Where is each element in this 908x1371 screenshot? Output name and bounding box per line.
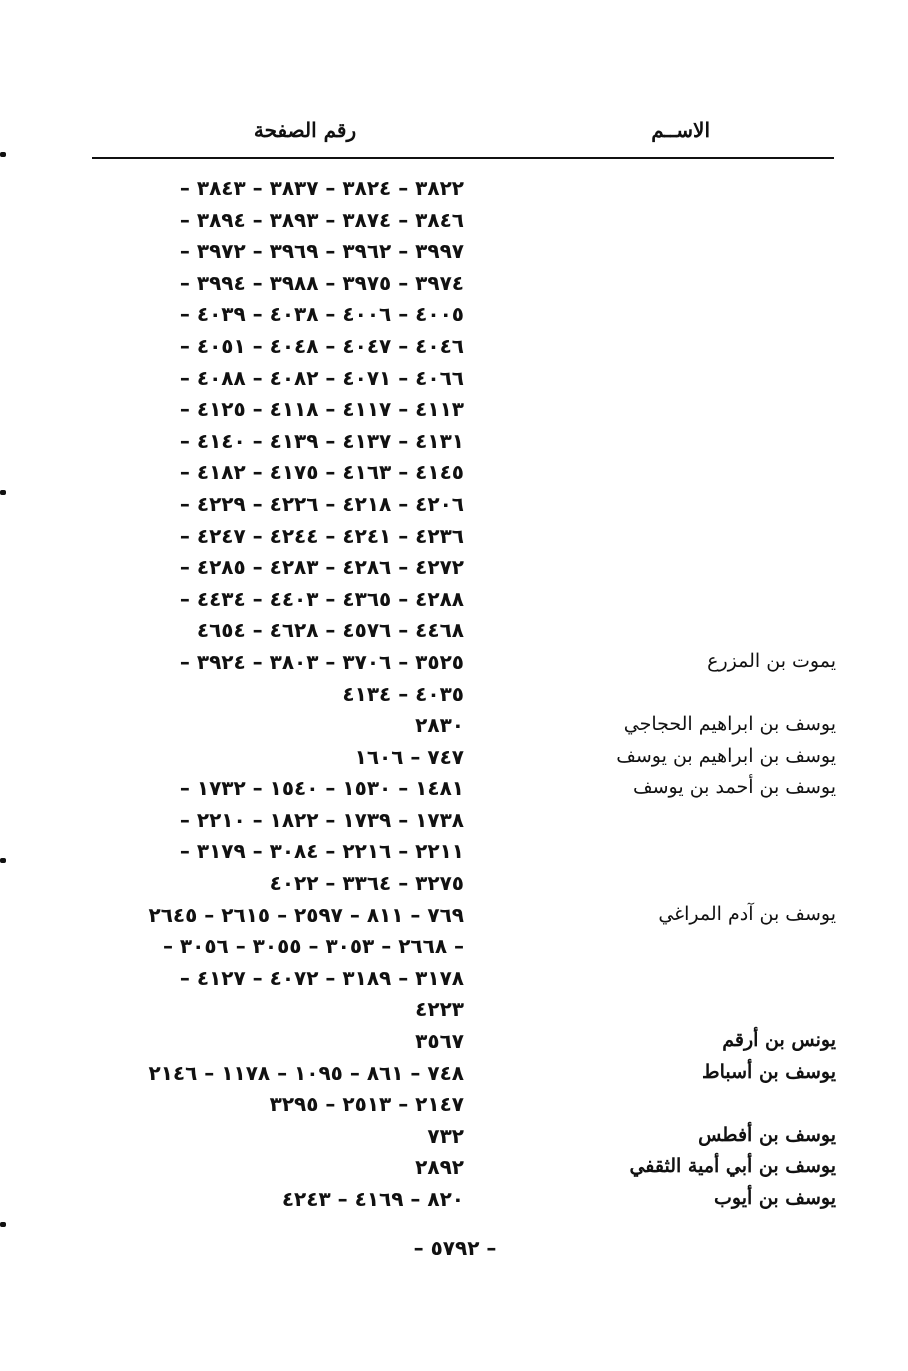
entry-page-numbers: ٧٦٩ – ٨١١ – ٢٥٩٧ – ٢٦١٥ – ٢٦٤٥	[148, 902, 464, 927]
entry-name: يوسف بن أبي أمية الثقفي	[629, 1155, 836, 1178]
page-number-column-header: رقم الصفحة	[253, 118, 357, 142]
index-entry-row	[84, 614, 836, 646]
index-entry-row	[84, 172, 836, 204]
index-entry-row	[84, 1088, 836, 1120]
margin-mark	[0, 490, 6, 495]
entry-page-numbers: ٣٥٢٥ – ٣٧٠٦ – ٣٨٠٣ – ٣٩٢٤ –	[179, 649, 464, 674]
entry-page-numbers: ٢٨٣٠	[415, 713, 464, 738]
entry-name: يوسف بن أفطس	[698, 1123, 836, 1146]
index-entry-row	[84, 267, 836, 299]
index-entry-row	[84, 678, 836, 710]
entry-page-numbers: ٤١٣١ – ٤١٣٧ – ٤١٣٩ – ٤١٤٠ –	[179, 428, 464, 453]
entry-name: يوسف بن أحمد بن يوسف	[632, 776, 836, 799]
index-entry-row	[84, 520, 836, 552]
index-entry-row	[84, 425, 836, 457]
index-entry-row	[84, 772, 836, 804]
entry-page-numbers: ٤١٤٥ – ٤١٦٣ – ٤١٧٥ – ٤١٨٢ –	[179, 460, 464, 485]
entry-page-numbers: ٢٢١١ – ٢٢١٦ – ٣٠٨٤ – ٣١٧٩ –	[179, 839, 464, 864]
entry-page-numbers: ٤٢٨٨ – ٤٣٦٥ – ٤٤٠٣ – ٤٤٣٤ –	[179, 586, 464, 611]
entry-page-numbers: ٧٣٢	[427, 1123, 464, 1148]
entry-name: يوسف بن ابراهيم الحجاجي	[623, 713, 836, 736]
index-entry-row	[84, 993, 836, 1025]
entry-page-numbers: ٨٢٠ – ٤١٦٩ – ٤٢٤٣	[281, 1187, 464, 1211]
entry-page-numbers: ٧٤٨ – ٨٦١ – ١٠٩٥ – ١١٧٨ – ٢١٤٦	[148, 1060, 464, 1085]
entry-page-numbers: ٤٠٦٦ – ٤٠٧١ – ٤٠٨٢ – ٤٠٨٨ –	[179, 365, 464, 390]
entry-page-numbers: ٤٢٢٣	[415, 997, 464, 1022]
index-entry-row	[84, 835, 836, 867]
entry-page-numbers: ٤١١٣ – ٤١١٧ – ٤١١٨ – ٤١٢٥ –	[179, 397, 464, 422]
entry-page-numbers: ٢٨٩٢	[415, 1155, 464, 1180]
index-entry-row	[84, 298, 836, 330]
entry-page-numbers: ١٧٣٨ – ١٧٣٩ – ١٨٢٢ – ٢٢١٠ –	[179, 807, 464, 832]
entry-page-numbers: ٤٠٤٦ – ٤٠٤٧ – ٤٠٤٨ – ٤٠٥١ –	[179, 333, 464, 358]
entry-page-numbers: ٣٩٧٤ – ٣٩٧٥ – ٣٩٨٨ – ٣٩٩٤ –	[179, 270, 464, 295]
entry-page-numbers: ٤٠٠٥ – ٤٠٠٦ – ٤٠٣٨ – ٤٠٣٩ –	[179, 302, 464, 327]
entry-name: يوسف بن آدم المراغي	[658, 902, 836, 925]
page-footer-number: – ٥٧٩٢ –	[413, 1236, 497, 1260]
entry-page-numbers: ٤٢٠٦ – ٤٢١٨ – ٤٢٢٦ – ٤٢٢٩ –	[179, 491, 464, 516]
index-entry-row	[84, 330, 836, 362]
index-entry-row	[84, 1057, 836, 1089]
entry-page-numbers: ٣٨٤٦ – ٣٨٧٤ – ٣٨٩٣ – ٣٨٩٤ –	[179, 207, 464, 232]
entry-page-numbers: – ٢٦٦٨ – ٣٠٥٣ – ٣٠٥٥ – ٣٠٥٦ –	[162, 934, 464, 959]
entry-page-numbers: ٣٥٦٧	[415, 1029, 464, 1054]
entry-name: يوسف بن ابراهيم بن يوسف	[616, 744, 836, 767]
entry-page-numbers: ٤٠٣٥ – ٤١٣٤	[342, 681, 464, 706]
index-entry-row	[84, 741, 836, 773]
entry-name: يموت بن المزرع	[707, 649, 836, 672]
index-entry-row	[84, 930, 836, 962]
entry-page-numbers: ٤٢٧٢ – ٤٢٨٦ – ٤٢٨٣ – ٤٢٨٥ –	[179, 555, 464, 580]
margin-mark	[0, 858, 6, 863]
index-entry-row	[84, 204, 836, 236]
entry-page-numbers: ٣٩٩٧ – ٣٩٦٢ – ٣٩٦٩ – ٣٩٧٢ –	[179, 239, 464, 264]
index-entry-row	[84, 899, 836, 931]
index-entry-row	[84, 804, 836, 836]
entry-page-numbers: ٤٤٦٨ – ٤٥٧٦ – ٤٦٢٨ – ٤٦٥٤	[196, 618, 464, 643]
margin-mark	[0, 152, 6, 157]
entry-name: يونس بن أرقم	[722, 1029, 836, 1052]
header-divider	[92, 157, 834, 159]
index-entry-row	[84, 488, 836, 520]
entry-page-numbers: ٤٢٣٦ – ٤٢٤١ – ٤٢٤٤ – ٤٢٤٧ –	[179, 523, 464, 548]
entry-page-numbers: ٢١٤٧ – ٢٥١٣ – ٣٢٩٥	[269, 1092, 464, 1117]
index-entry-row	[84, 709, 836, 741]
index-entry-row	[84, 962, 836, 994]
index-entry-row	[84, 867, 836, 899]
index-entry-row	[84, 1183, 836, 1215]
index-entry-row	[84, 1151, 836, 1183]
index-entry-row	[84, 646, 836, 678]
name-column-header: الاســم	[651, 118, 710, 142]
entry-page-numbers: ٣٢٧٥ – ٣٣٦٤ – ٤٠٢٢	[269, 871, 464, 896]
margin-mark	[0, 1222, 6, 1227]
entry-page-numbers: ٣٨٢٢ – ٣٨٢٤ – ٣٨٣٧ – ٣٨٤٣ –	[179, 176, 464, 200]
entry-name: يوسف بن أيوب	[714, 1187, 836, 1209]
index-entry-row	[84, 583, 836, 615]
index-entry-row	[84, 1120, 836, 1152]
index-entries	[84, 172, 836, 1215]
entry-page-numbers: ٧٤٧ – ١٦٠٦	[354, 744, 464, 769]
index-entry-row	[84, 1025, 836, 1057]
entry-name: يوسف بن أسباط	[702, 1060, 836, 1083]
entry-page-numbers: ٣١٧٨ – ٣١٨٩ – ٤٠٧٢ – ٤١٢٧ –	[179, 965, 464, 990]
index-entry-row	[84, 362, 836, 394]
index-entry-row	[84, 456, 836, 488]
index-entry-row	[84, 551, 836, 583]
index-entry-row	[84, 235, 836, 267]
entry-page-numbers: ١٤٨١ – ١٥٣٠ – ١٥٤٠ – ١٧٣٢ –	[179, 776, 464, 801]
index-entry-row	[84, 393, 836, 425]
